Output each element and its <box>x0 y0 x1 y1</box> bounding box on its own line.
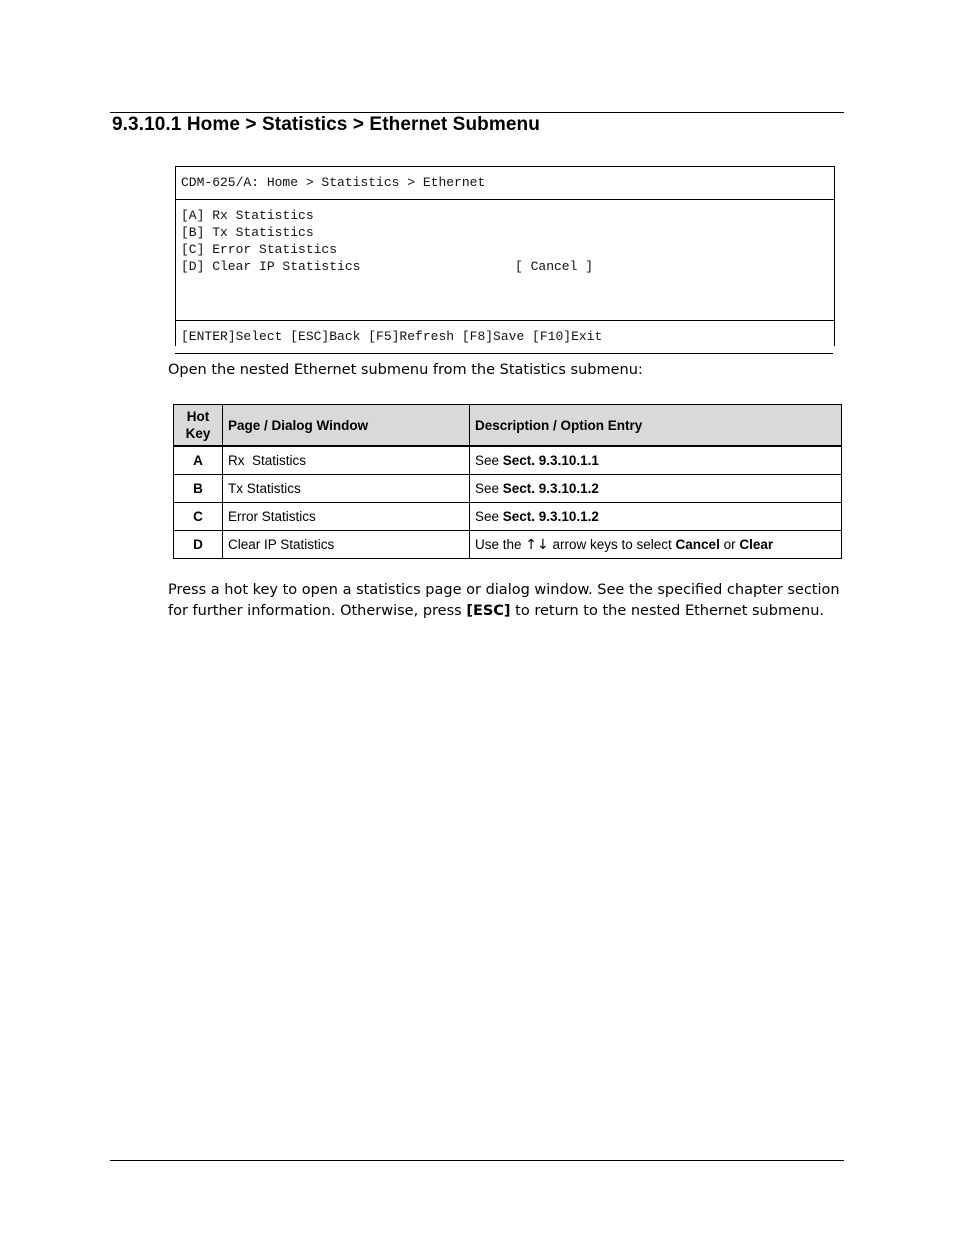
hotkey-table <box>173 404 842 559</box>
section-heading: 9.3.10.1 Home > Statistics > Ethernet Submenu <box>112 114 540 135</box>
header-hot-key <box>174 405 223 447</box>
row-key: C <box>174 503 223 531</box>
terminal-frame-edge <box>834 320 835 345</box>
desc-option-clear: Clear <box>739 536 774 552</box>
desc-prefix: See <box>475 509 503 524</box>
closing-text-part1: Press a hot key to open a statistics page or dialog window. See the specified chapter section for further information. Otherwise, press <box>168 582 840 619</box>
closing-text-part2: to return to the nested Ethernet submenu. <box>510 603 824 619</box>
terminal-title: CDM-625/A: Home > Statistics > Ethernet <box>181 175 486 190</box>
terminal-cancel-option: [ Cancel ] <box>515 259 594 274</box>
terminal-key-help: [ENTER]Select [ESC]Back [F5]Refresh [F8]Save [F10]Exit <box>181 329 603 344</box>
desc-prefix: See <box>475 453 503 468</box>
intro-paragraph: Open the nested Ethernet submenu from the Statistics submenu: <box>168 362 643 378</box>
row-description <box>470 446 842 475</box>
terminal-bottom-edge <box>175 353 833 354</box>
header-page: Page / Dialog Window <box>223 405 470 447</box>
table-row <box>174 503 842 531</box>
row-key: B <box>174 475 223 503</box>
row-description <box>470 475 842 503</box>
header-hot-key-line1: Hot <box>186 409 210 424</box>
table-header-row <box>174 405 842 447</box>
header-rule <box>110 112 844 113</box>
closing-paragraph <box>168 580 848 622</box>
desc-option-cancel: Cancel <box>675 536 720 552</box>
row-page: Error Statistics <box>223 503 470 531</box>
row-page: Tx Statistics <box>223 475 470 503</box>
desc-section-ref: Sect. 9.3.10.1.2 <box>502 481 599 496</box>
row-page: Clear IP Statistics <box>223 531 470 559</box>
footer-rule <box>110 1160 844 1161</box>
desc-prefix: See <box>475 481 503 496</box>
desc-section-ref: Sect. 9.3.10.1.1 <box>502 453 599 468</box>
table-row <box>174 446 842 475</box>
header-description: Description / Option Entry <box>470 405 842 447</box>
terminal-option-b: [B] Tx Statistics <box>181 225 314 240</box>
esc-key-label: [ESC] <box>466 603 511 619</box>
terminal-title-divider <box>175 199 835 200</box>
terminal-option-a: [A] Rx Statistics <box>181 208 314 223</box>
table-row <box>174 531 842 559</box>
desc-prefix: Use the <box>475 536 526 552</box>
row-description <box>470 531 842 559</box>
terminal-screen <box>175 166 836 354</box>
desc-middle: arrow keys to select <box>548 536 676 552</box>
terminal-option-c: [C] Error Statistics <box>181 242 338 257</box>
desc-or: or <box>719 536 740 552</box>
terminal-footer-divider <box>175 320 835 321</box>
row-key: A <box>174 446 223 475</box>
arrow-keys-icon: ↑↓ <box>525 536 549 553</box>
table-row <box>174 475 842 503</box>
terminal-option-d: [D] Clear IP Statistics <box>181 259 361 274</box>
row-key: D <box>174 531 223 559</box>
row-description <box>470 503 842 531</box>
desc-section-ref: Sect. 9.3.10.1.2 <box>502 509 599 524</box>
header-hot-key-line2: Key <box>185 426 211 441</box>
row-page: Rx Statistics <box>223 446 470 475</box>
